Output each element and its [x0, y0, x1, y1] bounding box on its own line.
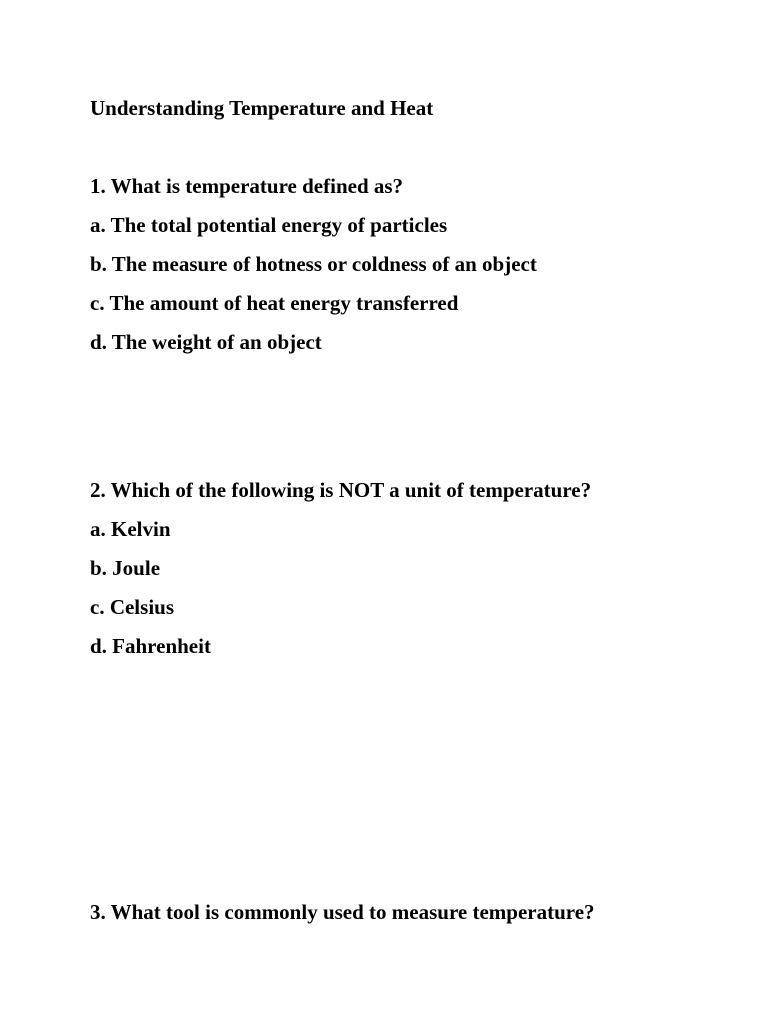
answer-option-a: a. The total potential energy of particles: [90, 213, 448, 237]
answer-option-c: c. The amount of heat energy transferred: [90, 291, 459, 315]
answer-option-d: d. The weight of an object: [90, 330, 322, 354]
answer-option-b: b. Joule: [90, 556, 161, 580]
answer-option-c: c. Celsius: [90, 595, 174, 619]
question-prompt: 3. What tool is commonly used to measure temperature?: [90, 900, 595, 924]
answer-option-a: a. Kelvin: [90, 517, 171, 541]
question-prompt: 2. Which of the following is NOT a unit of temperature?: [90, 478, 592, 502]
document-title: Understanding Temperature and Heat: [90, 96, 434, 120]
answer-option-b: b. The measure of hotness or coldness of an object: [90, 252, 537, 276]
answer-option-d: d. Fahrenheit: [90, 634, 211, 658]
question-prompt: 1. What is temperature defined as?: [90, 174, 404, 198]
